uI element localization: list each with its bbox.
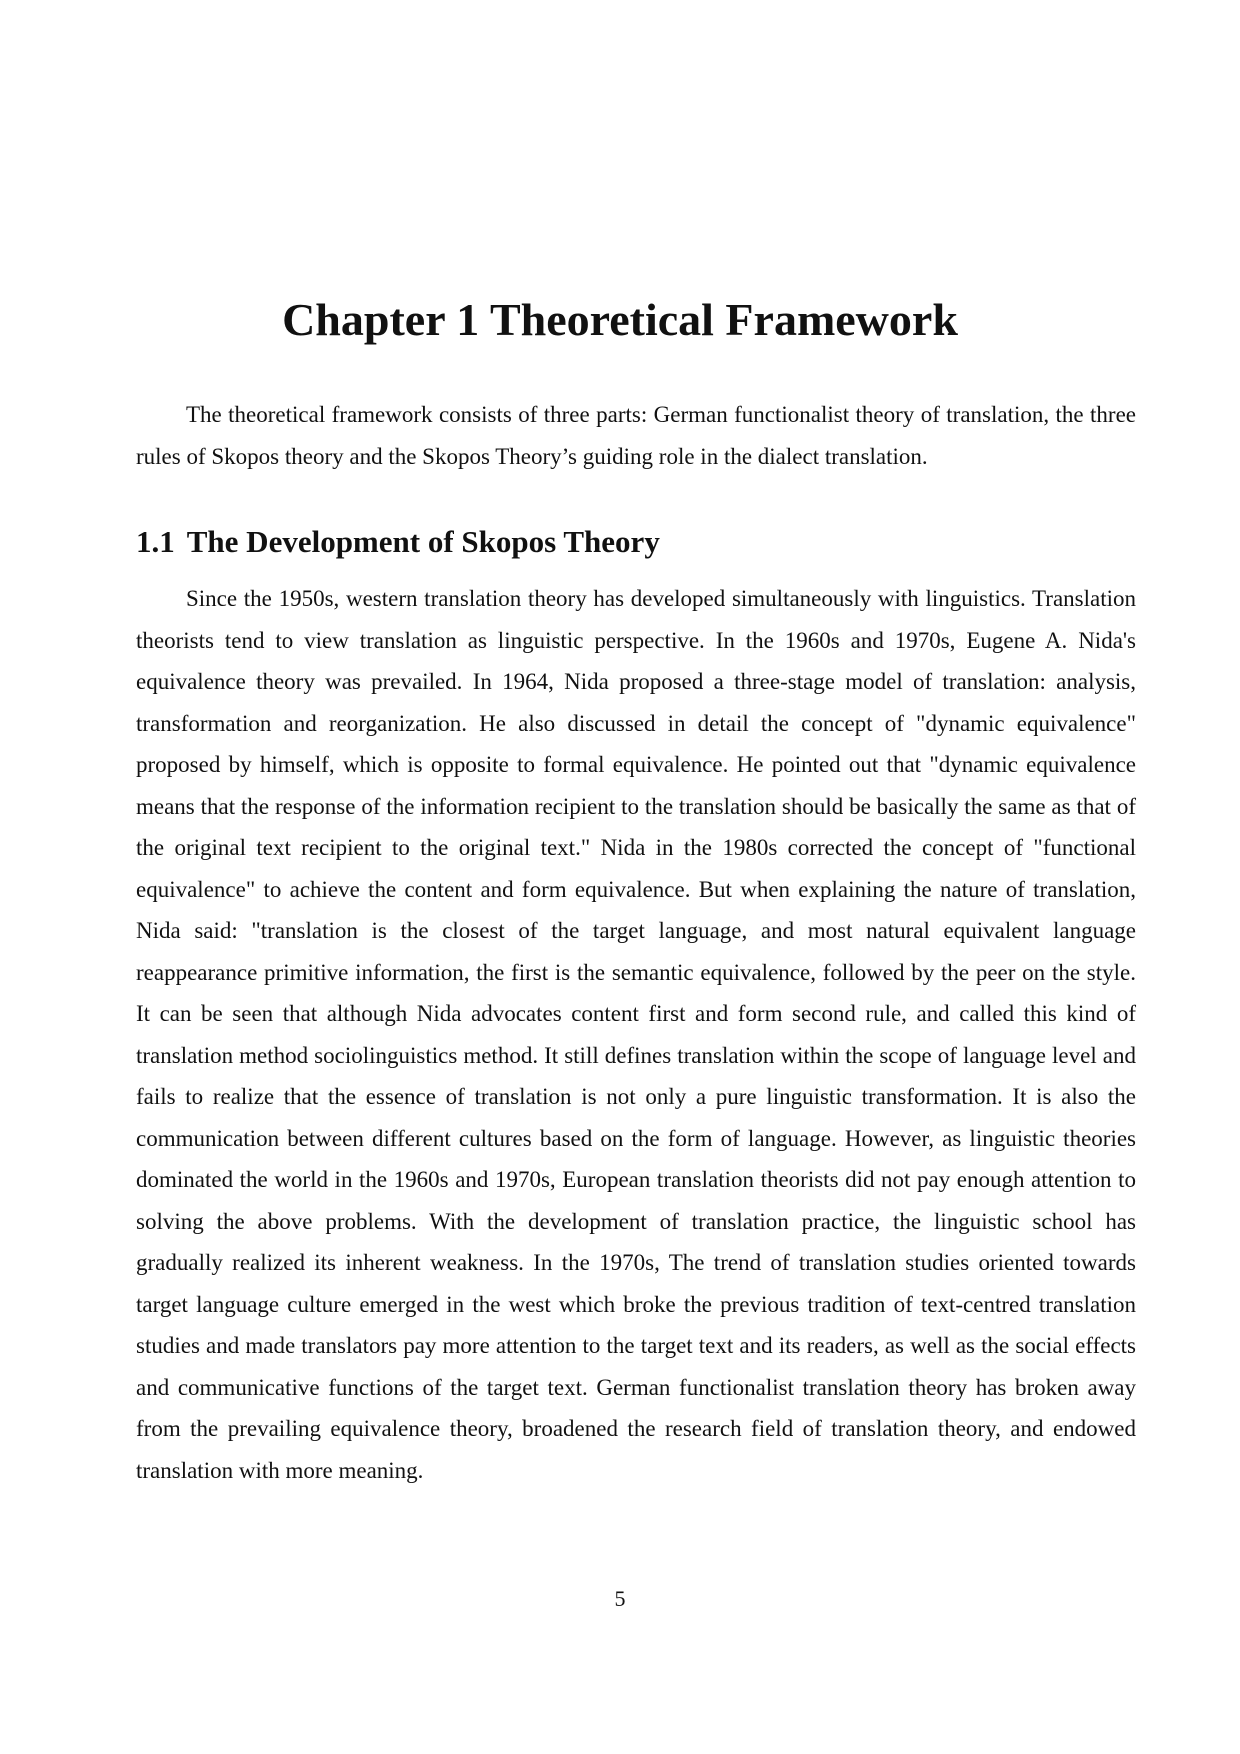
page-number: 5 (614, 1586, 626, 1611)
section-title: The Development of Skopos Theory (186, 524, 660, 559)
section-heading (136, 522, 660, 562)
section-number: 1.1 (136, 524, 175, 559)
chapter-title: Chapter 1 Theoretical Framework (282, 294, 958, 345)
intro-paragraph: The theoretical framework consists of three parts: German functionalist theory of translation, the three rules of Skopos theory and the Skopos Theory’s guiding role in the dialect translation. (136, 402, 1136, 469)
body-paragraph: Since the 1950s, western translation theory has developed simultaneously with linguistics. Translation theorists tend to view translation as linguistic perspective. In the 1960s and 1970s, Eugene A. Nida's equivalence theory was prevailed. In 1964, Nida proposed a three-stage model of translation: analysis, transformation and reorganization. He also discussed in detail the concept of "dynamic equivalence" proposed by himself, which is opposite to formal equivalence. He pointed out that "dynamic equivalence means that the response of the information recipient to the translation should be basically the same as that of the original text recipient to the original text." Nida in the 1980s corrected the concept of "functional equivalence" to achieve the content and form equivalence. But when explaining the nature of translation, Nida said: "translation is the closest of the target language, and most natural equivalent language reappearance primitive information, the first is the semantic equivalence, followed by the peer on the style. It can be seen that although Nida advocates content first and form second rule, and called this kind of translation method sociolinguistics method. It still defines translation within the scope of language level and fails to realize that the essence of translation is not only a pure linguistic transformation. It is also the communication between different cultures based on the form of language. However, as linguistic theories dominated the world in the 1960s and 1970s, European translation theorists did not pay enough attention to solving the above problems. With the development of translation practice, the linguistic school has gradually realized its inherent weakness. In the 1970s, The trend of translation studies oriented towards target language culture emerged in the west which broke the previous tradition of text-centred translation studies and made translators pay more attention to the target text and its readers, as well as the social effects and communicative functions of the target text. German functionalist translation theory has broken away from the prevailing equivalence theory, broadened the research field of translation theory, and endowed translation with more meaning. (136, 586, 1136, 1483)
